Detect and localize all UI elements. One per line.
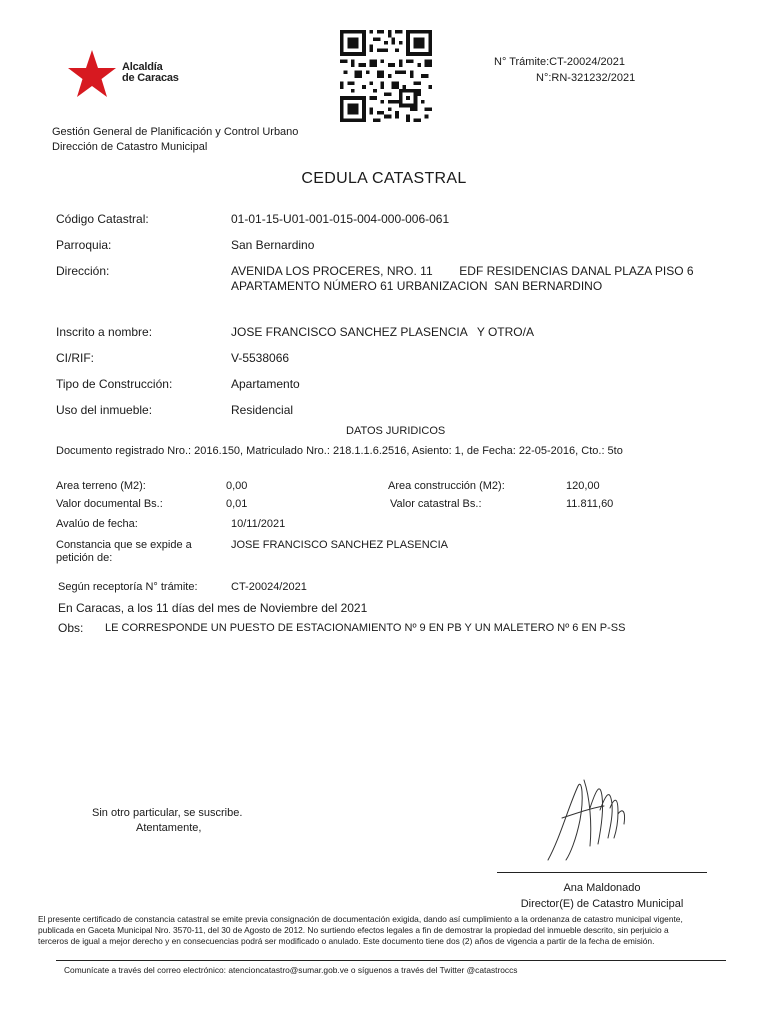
tipo-label: Tipo de Construcción:	[56, 377, 173, 391]
uso-value: Residencial	[231, 403, 294, 417]
avaluo-value: 10/11/2021	[231, 518, 286, 530]
footer-rule	[56, 960, 726, 961]
tramite-label: N° Trámite:	[494, 56, 550, 68]
inscrito-label: Inscrito a nombre:	[56, 325, 153, 339]
valor-catastral-value: 11.811,60	[566, 498, 614, 510]
codigo-label: Código Catastral:	[56, 212, 149, 226]
obs-text: LE CORRESPONDE UN PUESTO DE ESTACIONAMIENTO Nº 9 EN PB Y UN MALETERO Nº 6 EN P-SS	[105, 622, 626, 634]
logo-line-2: de Caracas	[122, 72, 179, 84]
codigo-value: 01-01-15-U01-001-015-004-000-006-061	[231, 212, 450, 226]
star-logo-icon	[66, 48, 118, 100]
logo-line-1: Alcaldía	[122, 61, 163, 73]
qr-code-icon	[340, 30, 432, 122]
direccion-line-2: APARTAMENTO NÚMERO 61 URBANIZACION SAN BERNARDINO	[231, 279, 603, 293]
area-terreno-label: Area terreno (M2):	[56, 480, 146, 492]
direccion-label: Dirección:	[56, 264, 110, 278]
valor-catastral-label: Valor catastral Bs.:	[390, 498, 482, 510]
signatory-role: Director(E) de Catastro Municipal	[520, 898, 684, 910]
area-construccion-label: Area construcción (M2):	[388, 480, 505, 492]
constancia-label-1: Constancia que se expide a	[56, 539, 192, 551]
valor-documental-value: 0,01	[226, 498, 248, 510]
uso-label: Uso del inmueble:	[56, 403, 153, 417]
registro-label: N°:	[536, 72, 552, 84]
disclaimer-line-2: publicada en Gaceta Municipal Nro. 3570-11, del 30 de Agosto de 2012. No surtiendo efectos legales a fin de demostrar la propiedad del inmueble descrito, sin perjuicio a	[38, 925, 669, 935]
parroquia-value: San Bernardino	[231, 238, 315, 252]
fecha-line: En Caracas, a los 11 días del mes de Noviembre del 2021	[58, 601, 368, 615]
inscrito-value: JOSE FRANCISCO SANCHEZ PLASENCIA Y OTRO/A	[231, 325, 534, 339]
direccion-line-1: AVENIDA LOS PROCERES, NRO. 11 EDF RESIDENCIAS DANAL PLAZA PISO 6	[231, 264, 694, 278]
valor-documental-label: Valor documental Bs.:	[56, 498, 163, 510]
area-terreno-value: 0,00	[226, 480, 248, 492]
avaluo-label: Avalúo de fecha:	[56, 518, 138, 530]
disclaimer-line-3: terceros de igual a mejor derecho y en consecuencias podrá ser modificado o anulado. Este documento tiene dos (2) años de vigencia a partir de la fecha de emisión.	[38, 936, 655, 946]
parroquia-label: Parroquia:	[56, 238, 112, 252]
disclaimer-line-1: El presente certificado de constancia catastral se emite previa consignación de documentación exigida, dando así cumplimiento a la ordenanza de catastro municipal vigente,	[38, 914, 683, 924]
logo	[66, 48, 186, 100]
ci-value: V-5538066	[231, 351, 290, 365]
signature-icon	[540, 768, 650, 868]
department-line-2: Dirección de Catastro Municipal	[52, 141, 208, 153]
closing-line-2: Atentamente,	[136, 822, 202, 834]
ci-label: CI/RIF:	[56, 351, 94, 365]
registro-value: RN-321232/2021	[551, 72, 636, 84]
tipo-value: Apartamento	[231, 377, 300, 391]
receptoria-value: CT-20024/2021	[231, 581, 307, 593]
constancia-label-2: petición de:	[56, 552, 113, 564]
department-line-1: Gestión General de Planificación y Control Urbano	[52, 126, 299, 138]
closing-line-1: Sin otro particular, se suscribe.	[92, 807, 243, 819]
registro-number	[536, 72, 635, 85]
tramite-number	[494, 56, 625, 69]
signatory-name: Ana Maldonado	[563, 882, 641, 894]
document-title: CEDULA CATASTRAL	[301, 170, 467, 187]
juridicos-documento: Documento registrado Nro.: 2016.150, Matriculado Nro.: 218.1.1.6.2516, Asiento: 1, de Fecha: 22-05-2016, Cto.: 5to	[56, 445, 623, 457]
signature-line	[497, 872, 707, 873]
tramite-value: CT-20024/2021	[549, 56, 625, 68]
obs-label: Obs:	[58, 621, 84, 635]
receptoria-label: Según receptoría N° trámite:	[58, 581, 198, 593]
area-construccion-value: 120,00	[566, 480, 600, 492]
footer-contact: Comunícate a través del correo electrónico: atencioncatastro@sumar.gob.ve o síguenos a través del Twitter @catastroccs	[64, 965, 518, 975]
constancia-value: JOSE FRANCISCO SANCHEZ PLASENCIA	[231, 539, 448, 551]
juridicos-heading: DATOS JURIDICOS	[346, 425, 446, 437]
